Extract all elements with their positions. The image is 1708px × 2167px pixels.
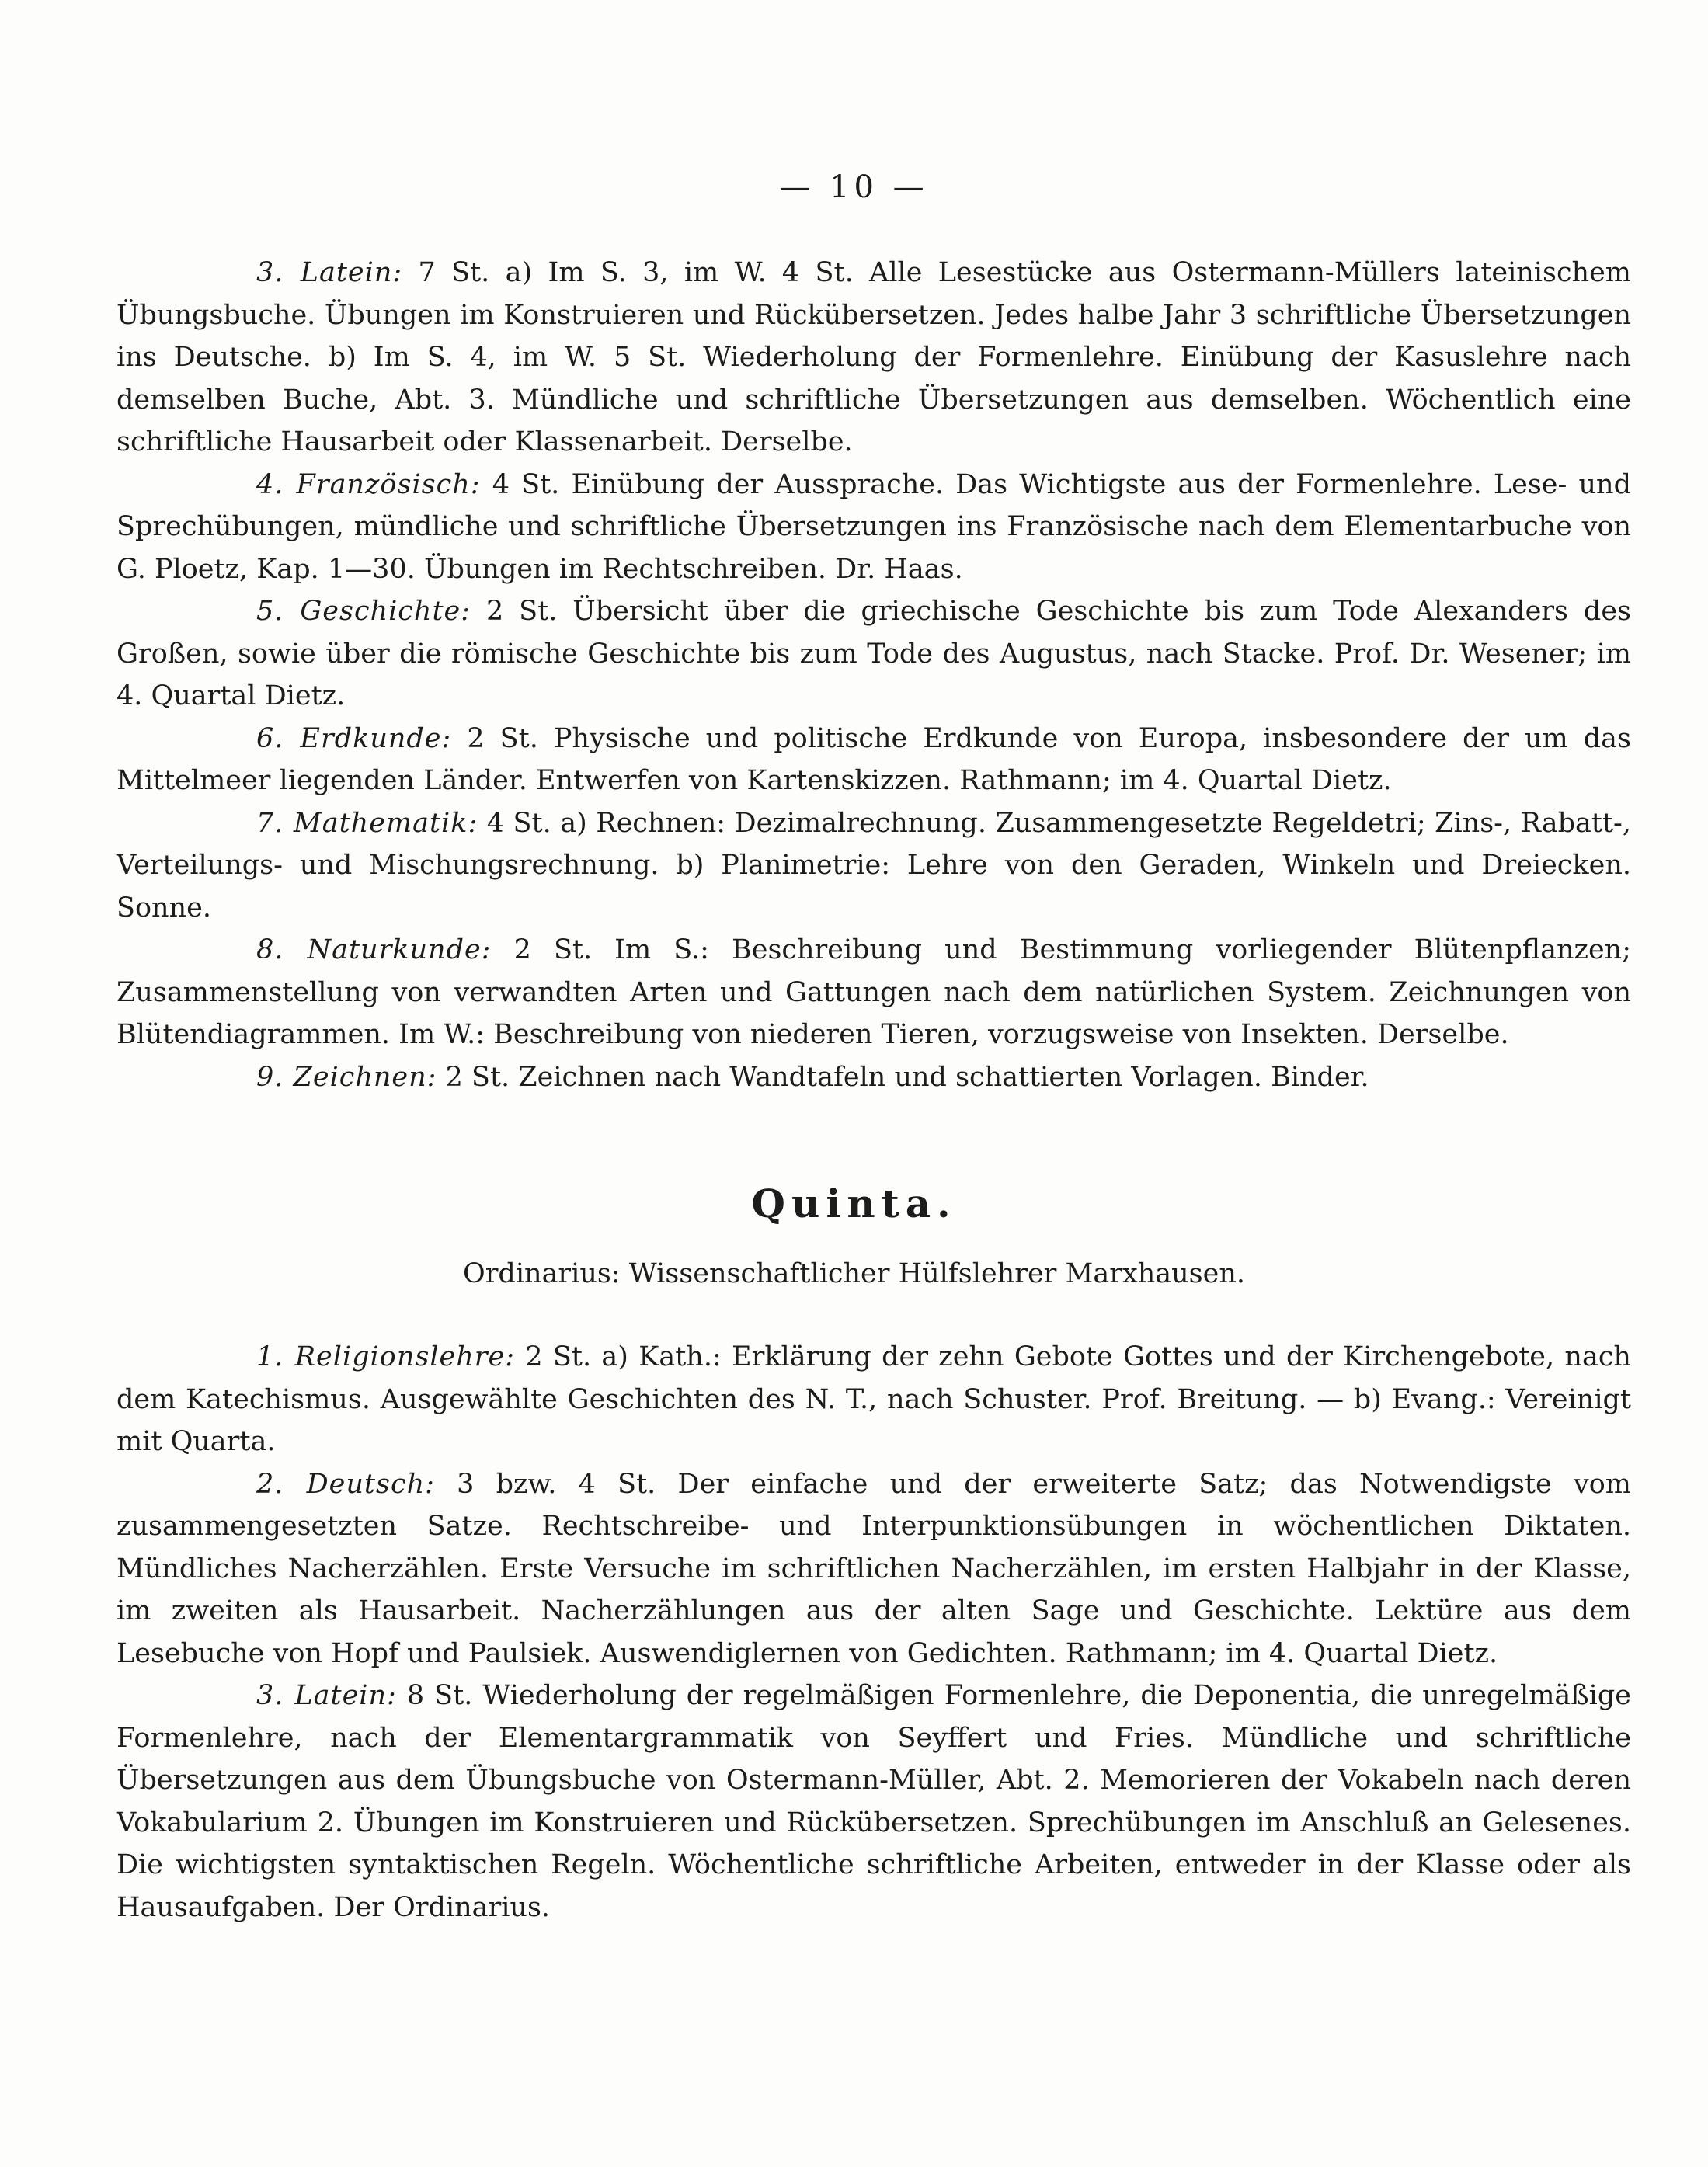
subject-text: 2 St. a) Kath.: Erklärung der zehn Gebote Gottes und der Kirchengebote, nach dem Katechismus. Ausgewählte Geschichten des N. T., nach Schuster. Prof. Breitung. — b) Evang.: Vereinigt mit Quarta.: [117, 1341, 1631, 1457]
subject-heading: 6. Erdkunde:: [256, 722, 452, 754]
subject-text: 2 St. Im S.: Beschreibung und Bestimmung vorliegender Blütenpflanzen; Zusammenstellung von verwandten Arten und Gattungen nach dem natürlichen System. Zeichnungen von Blütendiagrammen. Im W.: Beschreibung von niederen Tieren, vorzugsweise von Insekten. Derselbe.: [117, 934, 1631, 1050]
lower-section: [117, 1336, 1631, 1929]
subject-text: 2 St. Zeichnen nach Wandtafeln und schattierten Vorlagen. Binder.: [437, 1061, 1369, 1093]
subject-text: 2 St. Übersicht über die griechische Geschichte bis zum Tode Alexanders des Großen, sowie über die römische Geschichte bis zum Tode des Augustus, nach Stacke. Prof. Dr. Wesener; im 4. Quartal Dietz.: [117, 596, 1632, 711]
subject-text: 7 St. a) Im S. 3, im W. 4 St. Alle Lesestücke aus Ostermann-Müllers lateinischem Übungsbuche. Übungen im Konstruieren und Rückübersetzen. Jedes halbe Jahr 3 schriftliche Übersetzungen ins Deutsche. b) Im S. 4, im W. 5 St. Wiederholung der Formenlehre. Einübung der Kasuslehre nach demselben Buche, Abt. 3. Mündliche und schriftliche Übersetzungen aus demselben. Wöchentlich eine schriftliche Hausarbeit oder Klassenarbeit. Derselbe.: [117, 257, 1631, 457]
page-number: — 10 —: [779, 169, 929, 205]
paragraph-latein: [117, 252, 1631, 464]
paragraph-franzoesisch: [117, 464, 1631, 591]
paragraph-latein-quinta: [117, 1675, 1631, 1929]
ordinarius-line: Ordinarius: Wissenschaftlicher Hülfslehrer Marxhausen.: [463, 1258, 1245, 1289]
subject-heading: 2. Deutsch:: [256, 1468, 435, 1500]
subject-heading: 8. Naturkunde:: [256, 934, 492, 965]
subject-text: 4 St. a) Rechnen: Dezimalrechnung. Zusammengesetzte Regeldetri; Zins-, Rabatt-, Verteilungs- und Mischungsrechnung. b) Planimetrie: Lehre von den Geraden, Winkeln und Dreiecken. Sonne.: [117, 807, 1632, 923]
paragraph-zeichnen: [117, 1056, 1631, 1099]
subject-heading: 1. Religionslehre:: [256, 1341, 516, 1372]
subject-heading: 9. Zeichnen:: [256, 1061, 437, 1093]
paragraph-erdkunde: [117, 718, 1631, 802]
section-title: Quinta.: [751, 1181, 957, 1226]
subject-heading: 4. Französisch:: [256, 468, 481, 500]
subject-heading: 3. Latein:: [256, 257, 403, 288]
subject-text: 4 St. Einübung der Aussprache. Das Wichtigste aus der Formenlehre. Lese- und Sprechübungen, mündliche und schriftliche Übersetzungen ins Französische nach dem Elementarbuche von G. Ploetz, Kap. 1—30. Übungen im Rechtschreiben. Dr. Haas.: [117, 468, 1631, 585]
subject-text: 3 bzw. 4 St. Der einfache und der erweiterte Satz; das Notwendigste vom zusammengesetzten Satze. Rechtschreibe- und Interpunktionsübungen in wöchentlichen Diktaten. Mündliches Nacherzählen. Erste Versuche im schriftlichen Nacherzählen, im ersten Halbjahr in der Klasse, im zweiten als Hausarbeit. Nacherzählungen aus der alten Sage und Geschichte. Lektüre aus dem Lesebuche von Hopf und Paulsiek. Auswendiglernen von Gedichten. Rathmann; im 4. Quartal Dietz.: [117, 1468, 1631, 1669]
subject-heading: 7. Mathematik:: [256, 807, 478, 839]
subject-text: 8 St. Wiederholung der regelmäßigen Formenlehre, die Deponentia, die unregelmäßige Formenlehre, nach der Elementargrammatik von Seyffert und Fries. Mündliche und schriftliche Übersetzungen aus dem Übungsbuche von Ostermann-Müller, Abt. 2. Memorieren der Vokabeln nach deren Vokabularium 2. Übungen im Konstruieren und Rückübersetzen. Sprechübungen im Anschluß an Gelesenes. Die wichtigsten syntaktischen Regeln. Wöchentliche schriftliche Arbeiten, entweder in der Klasse oder als Hausaufgaben. Der Ordinarius.: [117, 1680, 1631, 1923]
paragraph-geschichte: [117, 590, 1631, 718]
paragraph-deutsch: [117, 1463, 1631, 1675]
paragraph-mathematik: [117, 802, 1631, 930]
upper-section: [117, 252, 1631, 1098]
paragraph-naturkunde: [117, 929, 1631, 1056]
subject-heading: 3. Latein:: [256, 1680, 397, 1711]
subject-text: 2 St. Physische und politische Erdkunde von Europa, insbesondere der um das Mittelmeer liegenden Länder. Entwerfen von Kartenskizzen. Rathmann; im 4. Quartal Dietz.: [117, 722, 1632, 796]
subject-heading: 5. Geschichte:: [256, 596, 471, 627]
paragraph-religionslehre: [117, 1336, 1631, 1463]
